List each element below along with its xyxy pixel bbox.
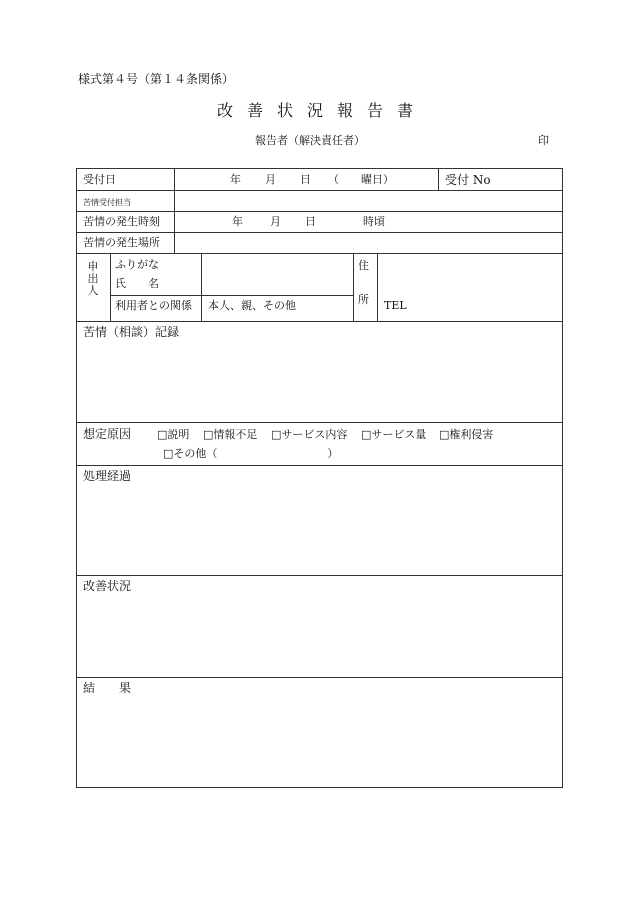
address-label-top: 住	[358, 259, 369, 272]
row-divider	[77, 575, 562, 576]
improvement-label: 改善状況	[83, 579, 132, 593]
row-divider	[77, 232, 562, 233]
received-date-label: 受付日	[83, 173, 116, 186]
column-divider	[201, 253, 202, 321]
address-label-bottom: 所	[358, 293, 369, 306]
applicant-group-label: 申出人	[87, 260, 99, 297]
form-number: 様式第４号（第１４条関係）	[78, 72, 235, 86]
row-divider	[77, 190, 562, 191]
cause-option-lack-of-info: □情報不足	[203, 428, 258, 441]
cause-option-service-amount: □サービス量	[361, 428, 427, 441]
reporter-label: 報告者（解決責任者）	[255, 134, 365, 147]
occurrence-hour-label: 時頃	[363, 215, 385, 228]
column-divider	[174, 169, 175, 253]
cause-option-other: □その他（ ）	[163, 447, 339, 460]
row-divider	[110, 295, 353, 296]
occurrence-year-label: 年	[232, 215, 243, 228]
column-divider	[353, 253, 354, 321]
tel-label: TEL	[384, 299, 407, 312]
report-form-table	[76, 168, 563, 788]
received-weekday-label: （ 曜日）	[328, 173, 394, 186]
column-divider	[110, 253, 111, 321]
column-divider	[377, 253, 378, 321]
cause-option-rights-violation: □権利侵害	[439, 428, 494, 441]
seal-label: 印	[538, 134, 549, 147]
receipt-number-label: 受付 No	[445, 173, 491, 187]
row-divider	[77, 321, 562, 322]
occurrence-time-label: 苦情の発生時刻	[83, 215, 160, 228]
row-divider	[77, 253, 562, 254]
name-label: 氏 名	[115, 277, 159, 290]
occurrence-place-label: 苦情の発生場所	[83, 236, 160, 249]
document-title: 改善状況報告書	[216, 101, 427, 120]
column-divider	[438, 169, 439, 190]
cause-option-explanation: □説明	[157, 428, 190, 441]
row-divider	[77, 422, 562, 423]
furigana-label: ふりがな	[115, 258, 159, 271]
cause-label: 想定原因	[83, 427, 132, 441]
row-divider	[77, 465, 562, 466]
received-month-label: 月	[265, 173, 276, 186]
record-label: 苦情（相談）記録	[83, 325, 180, 339]
relation-value: 本人、親、その他	[208, 299, 296, 312]
row-divider	[77, 677, 562, 678]
relation-label: 利用者との関係	[115, 299, 192, 312]
received-year-label: 年	[230, 173, 241, 186]
cause-option-service-content: □サービス内容	[271, 428, 348, 441]
result-label: 結 果	[83, 681, 132, 695]
process-label: 処理経過	[83, 469, 132, 483]
occurrence-day-label: 日	[305, 215, 316, 228]
row-divider	[77, 211, 562, 212]
staff-label: 苦情受付担当	[83, 198, 131, 207]
received-day-label: 日	[300, 173, 311, 186]
occurrence-month-label: 月	[270, 215, 281, 228]
